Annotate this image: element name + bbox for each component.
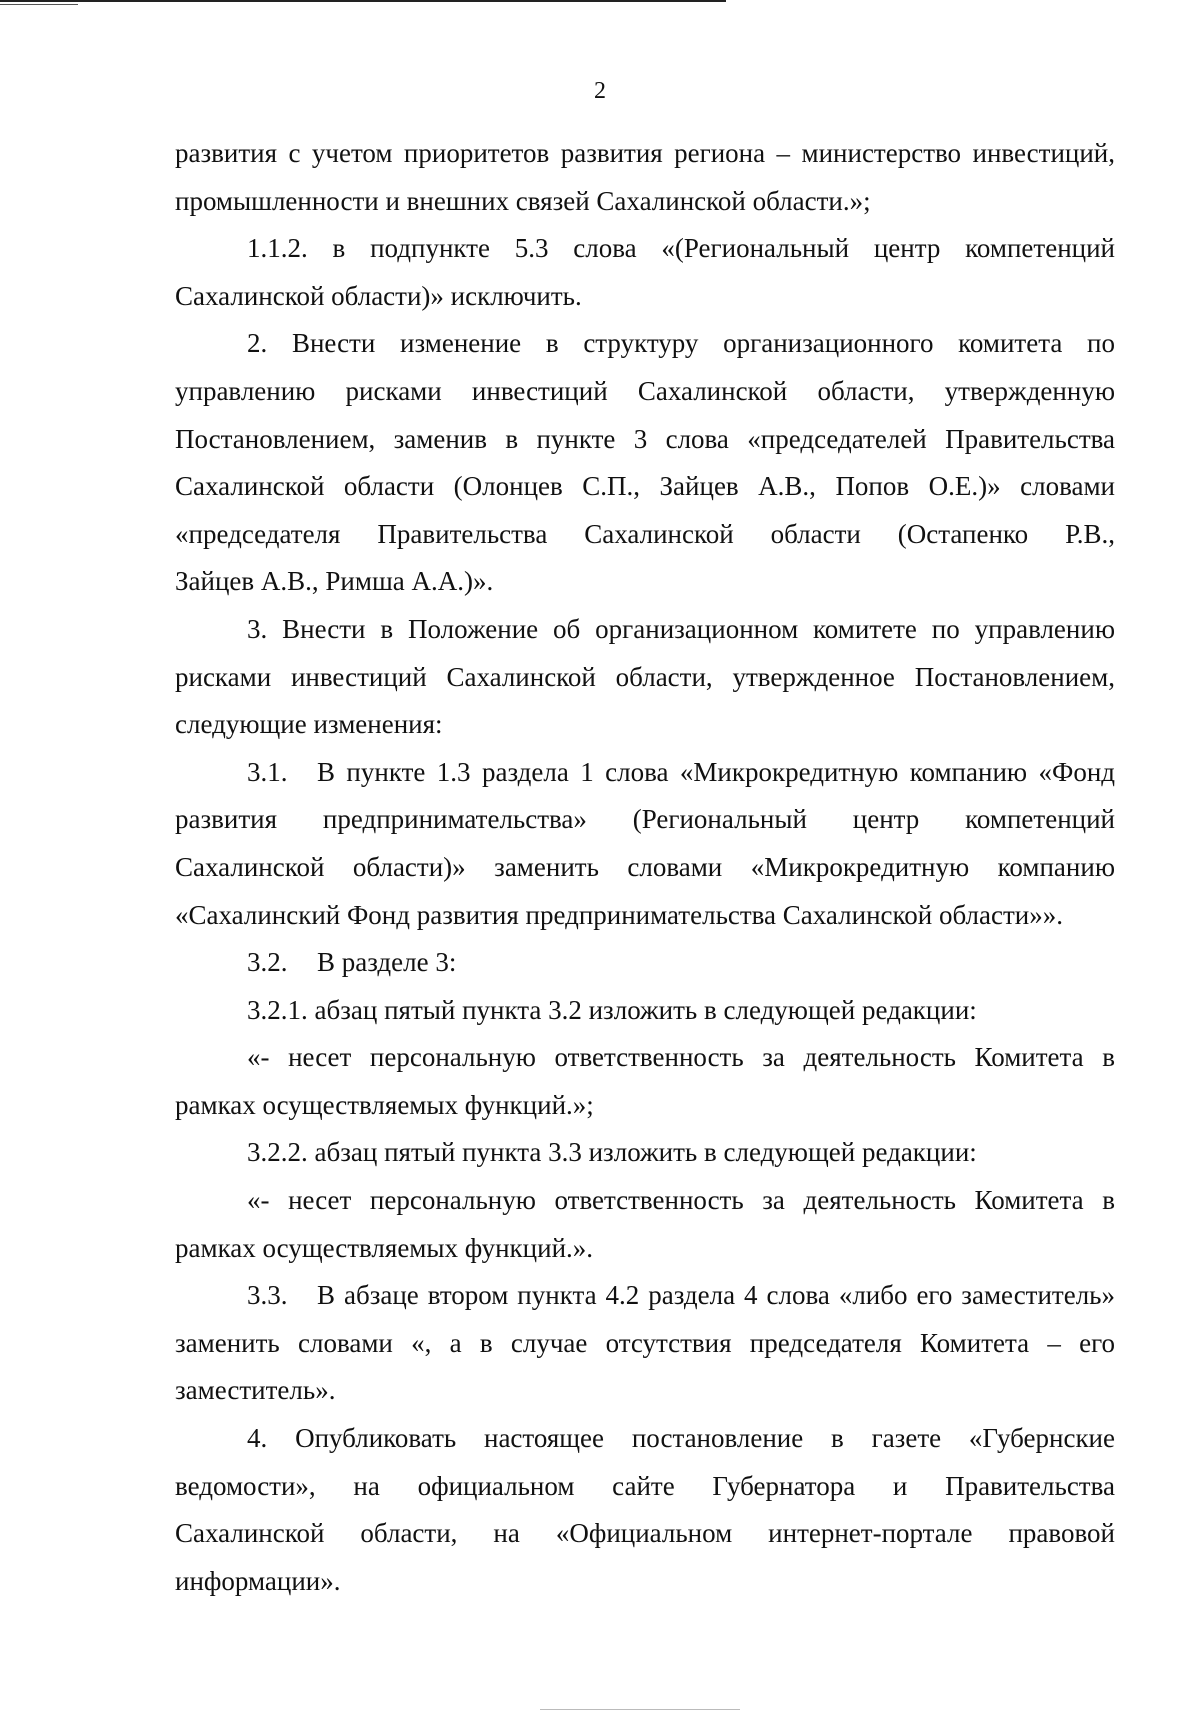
text-line [175, 1272, 1115, 1320]
item-text: В пункте 1.3 раздела 1 слова «Микрокредитную компанию «Фонд [317, 756, 1115, 787]
paragraph-2 [175, 320, 1115, 606]
text-line: 4. Опубликовать настоящее постановление в газете «Губернские [247, 1423, 1115, 1454]
item-text: В разделе 3: [317, 947, 457, 978]
paragraph-3-2-1 [175, 987, 1115, 1035]
quote-3-2-1 [175, 1034, 1115, 1129]
text-line: 3. Внести в Положение об организационном комитете по управлению [247, 613, 1115, 644]
text-line: «- несет персональную ответственность за деятельность Комитета в [247, 1042, 1115, 1073]
text-line: Сахалинской области)» исключить. [175, 280, 582, 311]
paragraph-3-3 [175, 1272, 1115, 1415]
text-line: промышленности и внешних связей Сахалинской области.»; [175, 185, 871, 216]
text-line: Сахалинской области (Олонцев С.П., Зайцев А.В., Попов О.Е.)» словами [175, 471, 1115, 502]
document-body [175, 130, 1115, 1605]
text-line: Зайцев А.В., Римша А.А.)». [175, 566, 494, 597]
text-line: рамках осуществляемых функций.»; [175, 1089, 594, 1120]
text-line: развития предпринимательства» (Региональный центр компетенций [175, 804, 1115, 835]
text-line: «Сахалинский Фонд развития предпринимательства Сахалинской области»». [175, 899, 1063, 930]
paragraph-4 [175, 1415, 1115, 1605]
text-line: заменить словами «, а в случае отсутствия председателя Комитета – его [175, 1327, 1115, 1358]
paragraph-1-1-2 [175, 225, 1115, 320]
item-number: 3.2. [247, 947, 288, 978]
text-line: 3.2.2. абзац пятый пункта 3.3 изложить в следующей редакции: [247, 1137, 977, 1168]
paragraph-1-continuation [175, 130, 1115, 225]
bottom-scan-rule [540, 1709, 740, 1710]
text-line: управлению рисками инвестиций Сахалинской области, утвержденную [175, 375, 1115, 406]
item-number: 3.3. [247, 1280, 288, 1311]
page-number: 2 [594, 78, 606, 104]
text-line: 1.1.2. в подпункте 5.3 слова «(Региональный центр компетенций [247, 233, 1115, 264]
text-line: информации». [175, 1565, 341, 1596]
text-line: Сахалинской области)» заменить словами «Микрокредитную компанию [175, 851, 1115, 882]
text-line: рамках осуществляемых функций.». [175, 1232, 594, 1263]
text-line [175, 749, 1115, 797]
paragraph-3-2-2 [175, 1129, 1115, 1177]
text-line: Постановлением, заменив в пункте 3 слова «председателей Правительства [175, 423, 1115, 454]
paragraph-3 [175, 606, 1115, 749]
text-line: 2. Внести изменение в структуру организационного комитета по [247, 328, 1115, 359]
text-line: «- несет персональную ответственность за деятельность Комитета в [247, 1185, 1115, 1216]
item-number: 3.1. [247, 756, 288, 787]
text-line: ведомости», на официальном сайте Губернатора и Правительства [175, 1470, 1115, 1501]
text-line: рисками инвестиций Сахалинской области, утвержденное Постановлением, [175, 661, 1115, 692]
text-line: развития с учетом приоритетов развития региона – министерство инвестиций, [175, 138, 1115, 168]
text-line: следующие изменения: [175, 709, 443, 740]
top-scan-rule-thin [0, 4, 78, 5]
text-line: «председателя Правительства Сахалинской области (Остапенко Р.В., [175, 518, 1115, 549]
text-line: 3.2.1. абзац пятый пункта 3.2 изложить в следующей редакции: [247, 994, 977, 1025]
item-text: В абзаце втором пункта 4.2 раздела 4 слова «либо его заместитель» [317, 1280, 1115, 1311]
text-line: заместитель». [175, 1375, 336, 1406]
quote-3-2-2 [175, 1177, 1115, 1272]
paragraph-3-1 [175, 749, 1115, 939]
paragraph-3-2 [175, 939, 1115, 987]
text-line: Сахалинской области, на «Официальном интернет-портале правовой [175, 1518, 1115, 1549]
text-line [175, 939, 1115, 987]
top-scan-rule [0, 0, 726, 2]
